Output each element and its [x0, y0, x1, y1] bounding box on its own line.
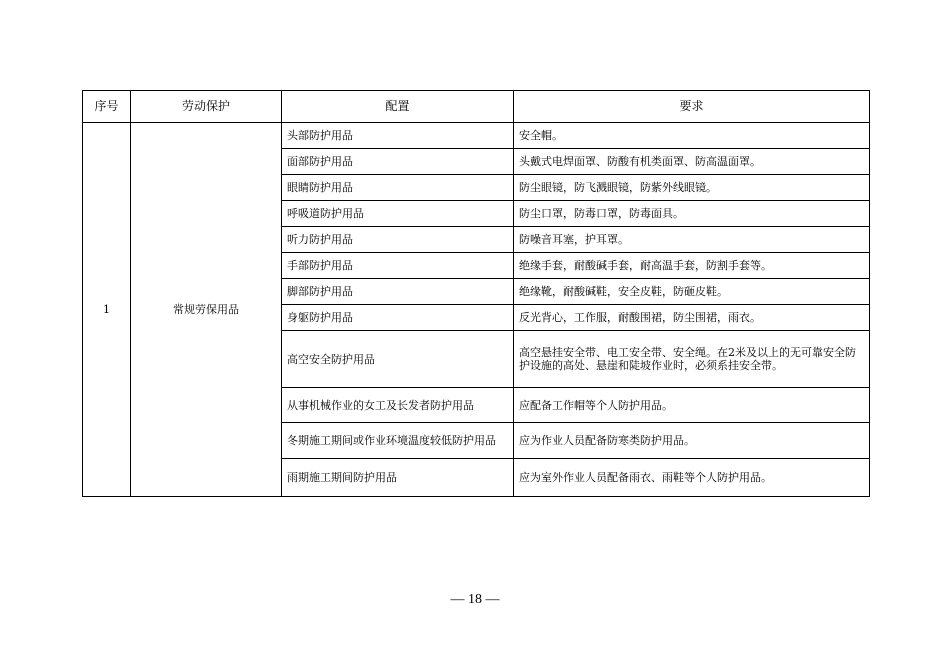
table-header-row [83, 91, 870, 123]
requirement-cell: 应为室外作业人员配备雨衣、雨鞋等个人防护用品。 [514, 459, 870, 497]
header-category: 劳动保护 [131, 91, 282, 123]
protection-table [82, 90, 870, 497]
header-requirement: 要求 [514, 91, 870, 123]
requirement-cell: 高空悬挂安全带、电工安全带、安全绳。在2米及以上的无可靠安全防护设施的高处、悬崖和陡坡作业时，必须系挂安全带。 [514, 331, 870, 388]
requirement-cell: 绝缘靴，耐酸碱鞋，安全皮鞋，防砸皮鞋。 [514, 279, 870, 305]
requirement-cell: 应为作业人员配备防寒类防护用品。 [514, 423, 870, 459]
page-number: — 18 — [450, 592, 500, 607]
table-row [83, 123, 870, 149]
requirement-cell: 应配备工作帽等个人防护用品。 [514, 388, 870, 423]
group-index: 1 [83, 123, 131, 497]
requirement-cell: 安全帽。 [514, 123, 870, 149]
requirement-cell: 防尘口罩，防毒口罩，防毒面具。 [514, 201, 870, 227]
requirement-cell: 头戴式电焊面罩、防酸有机类面罩、防高温面罩。 [514, 149, 870, 175]
config-cell: 脚部防护用品 [282, 279, 514, 305]
requirement-cell: 反光背心，工作服，耐酸围裙，防尘围裙，雨衣。 [514, 305, 870, 331]
config-cell: 高空安全防护用品 [282, 331, 514, 388]
header-config: 配置 [282, 91, 514, 123]
config-cell: 面部防护用品 [282, 149, 514, 175]
config-cell: 从事机械作业的女工及长发者防护用品 [282, 388, 514, 423]
requirement-cell: 防尘眼镜，防飞溅眼镜，防紫外线眼镜。 [514, 175, 870, 201]
config-cell: 眼睛防护用品 [282, 175, 514, 201]
config-cell: 冬期施工期间或作业环境温度较低防护用品 [282, 423, 514, 459]
config-cell: 身躯防护用品 [282, 305, 514, 331]
requirement-cell: 防噪音耳塞，护耳罩。 [514, 227, 870, 253]
requirement-cell: 绝缘手套，耐酸碱手套，耐高温手套，防割手套等。 [514, 253, 870, 279]
config-cell: 雨期施工期间防护用品 [282, 459, 514, 497]
group-category: 常规劳保用品 [131, 123, 282, 497]
config-cell: 呼吸道防护用品 [282, 201, 514, 227]
config-cell: 手部防护用品 [282, 253, 514, 279]
config-cell: 头部防护用品 [282, 123, 514, 149]
config-cell: 听力防护用品 [282, 227, 514, 253]
header-index: 序号 [83, 91, 131, 123]
